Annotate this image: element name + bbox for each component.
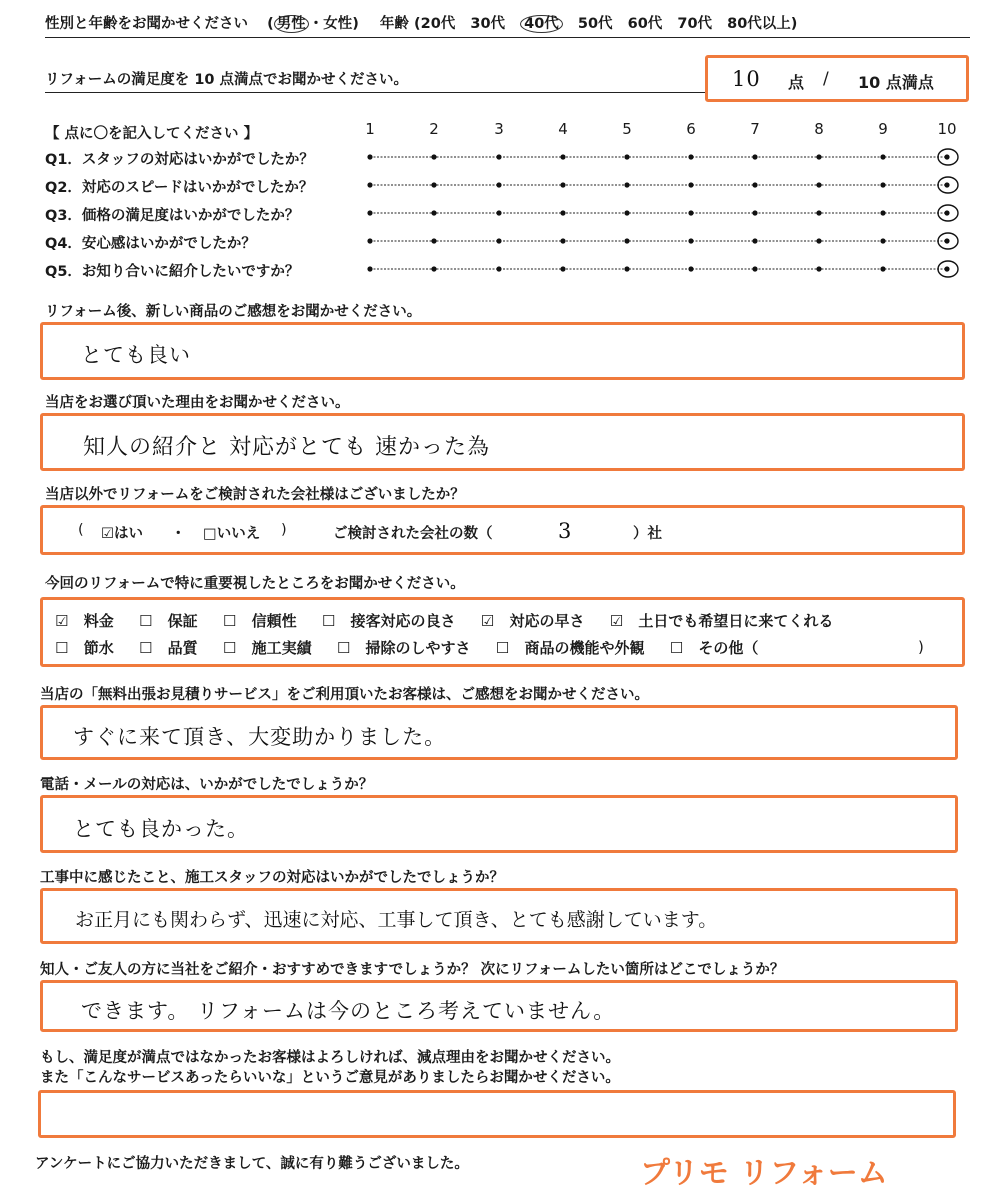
age-label: 年齢: [379, 16, 409, 32]
rating-point[interactable]: [367, 210, 372, 215]
footer-thanks: アンケートにご協力いただきまして、誠に有り難うございました。: [35, 1156, 469, 1172]
rating-scales[interactable]: [0, 140, 1000, 290]
rating-point[interactable]: [367, 182, 372, 187]
logo-text: プリモ リフォーム: [640, 1156, 888, 1191]
rating-point[interactable]: [688, 238, 693, 243]
scale-number: 7: [750, 120, 760, 138]
rating-point[interactable]: [496, 266, 501, 271]
rating-point[interactable]: [880, 210, 885, 215]
option-yes-checked[interactable]: ☑はい: [101, 526, 143, 542]
rating-point[interactable]: [624, 182, 629, 187]
age-option[interactable]: 80代以上: [727, 16, 791, 32]
checkbox[interactable]: ☐: [222, 612, 237, 630]
rating-point[interactable]: [752, 266, 757, 271]
satisfaction-prompt: リフォームの満足度を 10 点満点でお聞かせください。: [45, 72, 409, 88]
divider: [45, 92, 705, 93]
age-option[interactable]: 70代: [677, 16, 713, 32]
rating-point[interactable]: [560, 182, 565, 187]
rating-point[interactable]: [431, 210, 436, 215]
impression-prompt: リフォーム後、新しい商品のご感想をお聞かせください。: [45, 304, 422, 320]
rating-point[interactable]: [431, 182, 436, 187]
recommend-answer-box[interactable]: [40, 980, 958, 1032]
checkbox[interactable]: ☐: [222, 639, 237, 657]
rating-point[interactable]: [752, 238, 757, 243]
score-slash: /: [823, 69, 829, 89]
satisfaction-score-box[interactable]: [705, 55, 969, 102]
company-logo: [640, 1148, 970, 1191]
scale-number: 6: [686, 120, 696, 138]
rating-point[interactable]: [880, 182, 885, 187]
priority-option[interactable]: ☐ 接客対応の良さ: [321, 612, 456, 630]
priority-option[interactable]: ☑ 料金: [55, 612, 114, 630]
rating-point[interactable]: [560, 266, 565, 271]
rating-point[interactable]: [560, 210, 565, 215]
rating-point[interactable]: [944, 210, 949, 215]
scale-header: [0, 120, 1000, 140]
rating-point[interactable]: [560, 154, 565, 159]
scale-number: 1: [365, 120, 375, 138]
rating-point[interactable]: [624, 154, 629, 159]
priority-option[interactable]: ☐ 施工実績: [222, 639, 312, 657]
rating-point[interactable]: [431, 266, 436, 271]
rating-point[interactable]: [367, 266, 372, 271]
priority-option[interactable]: ☐ 掃除のしやすさ: [336, 639, 471, 657]
rating-instruction: 【 点に〇を記入してください 】: [45, 126, 259, 142]
rating-point[interactable]: [944, 266, 949, 271]
question-q5: Q5．お知り合いに紹介したいですか？: [45, 264, 300, 280]
priority-option[interactable]: ☑ 土日でも希望日に来てくれる: [609, 612, 834, 630]
question-q2: Q2．対応のスピードはいかがでしたか？: [45, 180, 314, 196]
contact-answer-box[interactable]: [40, 795, 958, 853]
priority-option[interactable]: ☐ 節水: [55, 639, 114, 657]
checkbox[interactable]: ☐: [495, 639, 510, 657]
other-close-paren: ): [918, 638, 924, 656]
rating-point[interactable]: [367, 154, 372, 159]
question-q3: Q3．価格の満足度はいかがでしたか？: [45, 208, 300, 224]
priority-box[interactable]: [40, 597, 965, 667]
divider: [45, 37, 970, 38]
gender-age-row: 性別と年齢をお聞かせください ( 男性 ・女性) 年齢 (20代 30代 40代 50代 60代 70代 80代以上): [45, 16, 798, 32]
priority-row-1: [55, 610, 853, 631]
score-handwritten: 10: [732, 67, 761, 91]
rating-point[interactable]: [496, 210, 501, 215]
rating-point[interactable]: [880, 154, 885, 159]
rating-point[interactable]: [624, 238, 629, 243]
rating-point[interactable]: [752, 210, 757, 215]
scale-number: 10: [937, 120, 957, 138]
priority-option[interactable]: ☑ 対応の早さ: [480, 612, 585, 630]
improve-prompt-2: また「こんなサービスあったらいいな」というご意見がありましたらお聞かせください。: [40, 1070, 620, 1086]
impression-answer: とても良い: [81, 343, 191, 367]
free-estimate-answer-box[interactable]: [40, 705, 958, 760]
contact-prompt: 電話・メールの対応は、いかがでしたでしょうか？: [40, 777, 374, 793]
rating-point[interactable]: [367, 238, 372, 243]
improve-prompt-1: もし、満足度が満点ではなかったお客様はよろしければ、減点理由をお聞かせください。: [40, 1050, 620, 1066]
scale-number: 2: [429, 120, 439, 138]
checkbox[interactable]: ☐: [138, 639, 153, 657]
reason-answer: 知人の紹介と 対応がとても 速かった為: [83, 435, 490, 460]
company-count-suffix: ）社: [633, 526, 662, 542]
checkbox[interactable]: ☐: [336, 639, 351, 657]
priority-prompt: 今回のリフォームで特に重要視したところをお聞かせください。: [45, 576, 465, 592]
rating-point[interactable]: [816, 182, 821, 187]
rating-point[interactable]: [688, 182, 693, 187]
option-male[interactable]: 男性: [274, 15, 309, 33]
age-option[interactable]: 60代: [627, 16, 663, 32]
gender-age-prompt: 性別と年齢をお聞かせください: [45, 16, 248, 32]
rating-point[interactable]: [816, 154, 821, 159]
rating-point[interactable]: [944, 238, 949, 243]
rating-point[interactable]: [431, 154, 436, 159]
checkbox[interactable]: ☐: [138, 612, 153, 630]
score-max: 10 点満点: [858, 73, 934, 92]
rating-point[interactable]: [752, 154, 757, 159]
rating-point[interactable]: [688, 266, 693, 271]
option-no[interactable]: □いいえ: [203, 526, 261, 542]
scale-number: 5: [622, 120, 632, 138]
improve-answer-box[interactable]: [38, 1090, 956, 1138]
company-count-label: ご検討された会社の数（: [333, 526, 493, 542]
scale-number: 4: [558, 120, 568, 138]
rating-point[interactable]: [880, 238, 885, 243]
rating-point[interactable]: [624, 210, 629, 215]
reason-prompt: 当店をお選び頂いた理由をお聞かせください。: [45, 395, 350, 411]
priority-option[interactable]: ☐ 商品の機能や外観: [495, 639, 645, 657]
scale-number: 9: [878, 120, 888, 138]
rating-point[interactable]: [944, 182, 949, 187]
rating-point[interactable]: [560, 238, 565, 243]
checkbox[interactable]: ☐: [55, 639, 69, 657]
checkbox-checked[interactable]: ☑: [609, 612, 624, 630]
contact-answer: とても良かった。: [73, 817, 249, 841]
priority-option[interactable]: ☐ 保証: [138, 612, 198, 630]
rating-point[interactable]: [624, 266, 629, 271]
free-estimate-answer: すぐに来て頂き、大変助かりました。: [73, 725, 447, 749]
recommend-answer: できます。 リフォームは今のところ考えていません。: [81, 999, 616, 1023]
checkbox[interactable]: ☐: [669, 639, 684, 657]
rating-point[interactable]: [496, 238, 501, 243]
age-option[interactable]: 30代: [470, 16, 506, 32]
rating-point[interactable]: [496, 154, 501, 159]
construction-answer: お正月にも関わらず、迅速に対応、工事して頂き、とても感謝しています。: [75, 909, 718, 931]
rating-point[interactable]: [816, 238, 821, 243]
free-estimate-prompt: 当店の「無料出張お見積りサービス」をご利用頂いたお客様は、ご感想をお聞かせください。: [40, 687, 649, 703]
rating-point[interactable]: [816, 266, 821, 271]
impression-answer-box[interactable]: [40, 322, 965, 380]
scale-number: 3: [494, 120, 504, 138]
priority-option[interactable]: ☐ 信頼性: [222, 612, 297, 630]
checkbox-checked[interactable]: ☑: [480, 612, 495, 630]
checkbox[interactable]: ☐: [321, 612, 336, 630]
priority-row-2: [55, 637, 778, 658]
other-company-box[interactable]: ( ☑はい ・ □いいえ ) ご検討された会社の数（ 3 ）社: [40, 505, 965, 555]
rating-point[interactable]: [944, 154, 949, 159]
rating-point[interactable]: [688, 210, 693, 215]
age-option[interactable]: 50代: [577, 16, 613, 32]
question-q1: Q1．スタッフの対応はいかがでしたか？: [45, 152, 314, 168]
rating-point[interactable]: [688, 154, 693, 159]
priority-option[interactable]: ☐ その他（: [669, 639, 759, 657]
other-company-prompt: 当店以外でリフォームをご検討された会社様はございましたか？: [45, 487, 465, 503]
rating-point[interactable]: [752, 182, 757, 187]
option-female[interactable]: 女性: [323, 16, 353, 32]
construction-prompt: 工事中に感じたこと、施工スタッフの対応はいかがでしたでしょうか？: [40, 870, 504, 886]
reason-answer-box[interactable]: [40, 413, 965, 471]
recommend-prompt: 知人・ご友人の方に当社をご紹介・おすすめできますでしょうか？ 次にリフォームしたい箇所はどこでしょうか？: [40, 962, 785, 978]
company-count-handwritten: 3: [558, 519, 573, 543]
age-option[interactable]: 20代: [420, 16, 456, 32]
rating-point[interactable]: [431, 238, 436, 243]
age-option-selected[interactable]: 40代: [520, 15, 563, 33]
rating-point[interactable]: [496, 182, 501, 187]
priority-option[interactable]: ☐ 品質: [138, 639, 198, 657]
score-unit: 点: [788, 73, 805, 92]
construction-answer-box[interactable]: [40, 888, 958, 944]
checkbox-checked[interactable]: ☑: [55, 612, 69, 630]
rating-point[interactable]: [880, 266, 885, 271]
scale-number: 8: [814, 120, 824, 138]
rating-point[interactable]: [816, 210, 821, 215]
question-q4: Q4．安心感はいかがでしたか？: [45, 236, 256, 252]
